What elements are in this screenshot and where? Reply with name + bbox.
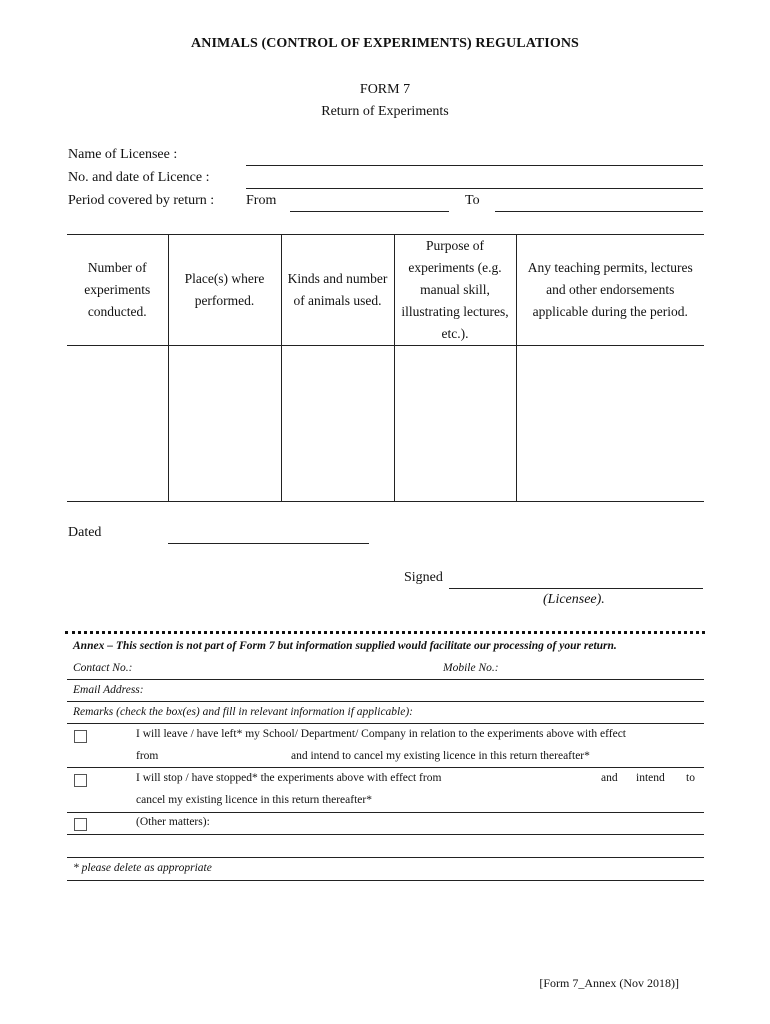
option1-text: I will leave / have left* my School/ Department/ Company in relation to the experiments above with effect xyxy=(136,728,626,740)
form-number: FORM 7 xyxy=(359,82,411,97)
signed-label: Signed xyxy=(404,570,443,585)
dated-label: Dated xyxy=(68,525,102,540)
period-from-field[interactable] xyxy=(290,211,449,212)
remarks-label: Remarks (check the box(es) and fill in relevant information if applicable): xyxy=(73,706,414,718)
option1-divider xyxy=(67,767,704,768)
period-label: Period covered by return : xyxy=(68,193,215,208)
option2-intend: intend xyxy=(636,772,665,784)
option1-from-label: from xyxy=(136,750,159,762)
option2-divider xyxy=(67,812,704,813)
option3-checkbox[interactable] xyxy=(74,818,87,831)
remarks-divider xyxy=(67,723,704,724)
header-places-performed: Place(s) where performed. xyxy=(168,235,281,346)
other-matters-field[interactable] xyxy=(67,857,704,858)
cell-number-of-experiments[interactable] xyxy=(67,346,168,502)
note-divider xyxy=(67,880,704,881)
licence-number-field[interactable] xyxy=(246,188,703,189)
header-teaching-permits: Any teaching permits, lectures and other endorsements applicable during the period. xyxy=(516,235,704,346)
option2-text-line2: cancel my existing licence in this return thereafter* xyxy=(136,794,372,806)
table-row xyxy=(67,346,704,502)
table-header-row xyxy=(67,235,704,346)
dated-field[interactable] xyxy=(168,543,369,544)
option1-checkbox[interactable] xyxy=(74,730,87,743)
option1-text-line2: and intend to cancel my existing licence in this return thereafter* xyxy=(291,750,590,762)
to-label: To xyxy=(465,193,480,208)
cell-teaching-permits[interactable] xyxy=(516,346,704,502)
option3-divider xyxy=(67,834,704,835)
licence-label: No. and date of Licence : xyxy=(68,170,210,185)
header-kinds-of-animals: Kinds and number of animals used. xyxy=(281,235,394,346)
option2-checkbox[interactable] xyxy=(74,774,87,787)
option2-to: to xyxy=(686,772,695,784)
option2-text: I will stop / have stopped* the experiments above with effect from xyxy=(136,772,442,784)
email-field[interactable] xyxy=(67,701,704,702)
page-title: ANIMALS (CONTROL OF EXPERIMENTS) REGULATIONS xyxy=(191,36,579,51)
cell-purpose-of-experiments[interactable] xyxy=(394,346,516,502)
contact-label: Contact No.: xyxy=(73,662,133,674)
email-label: Email Address: xyxy=(73,684,144,696)
licensee-label: Name of Licensee : xyxy=(68,147,178,162)
contact-field[interactable] xyxy=(67,679,704,680)
experiments-table xyxy=(67,234,704,502)
period-to-field[interactable] xyxy=(495,211,703,212)
signature-field[interactable] xyxy=(449,588,703,589)
cell-kinds-of-animals[interactable] xyxy=(281,346,394,502)
from-label: From xyxy=(246,193,277,208)
header-purpose-of-experiments: Purpose of experiments (e.g. manual skill, illustrating lectures, etc.). xyxy=(394,235,516,346)
licensee-note: (Licensee). xyxy=(543,592,605,607)
form-reference: [Form 7_Annex (Nov 2018)] xyxy=(539,976,679,990)
option2-and: and xyxy=(601,772,618,784)
delete-note: * please delete as appropriate xyxy=(73,862,212,874)
annex-separator xyxy=(65,631,705,634)
header-number-of-experiments: Number of experiments conducted. xyxy=(67,235,168,346)
cell-places-performed[interactable] xyxy=(168,346,281,502)
mobile-label: Mobile No.: xyxy=(443,662,499,674)
option3-text: (Other matters): xyxy=(136,816,210,828)
licensee-name-field[interactable] xyxy=(246,165,703,166)
annex-heading: Annex – This section is not part of Form 7 but information supplied would facilitate our processing of your return. xyxy=(73,640,617,652)
form-subtitle: Return of Experiments xyxy=(321,104,449,119)
